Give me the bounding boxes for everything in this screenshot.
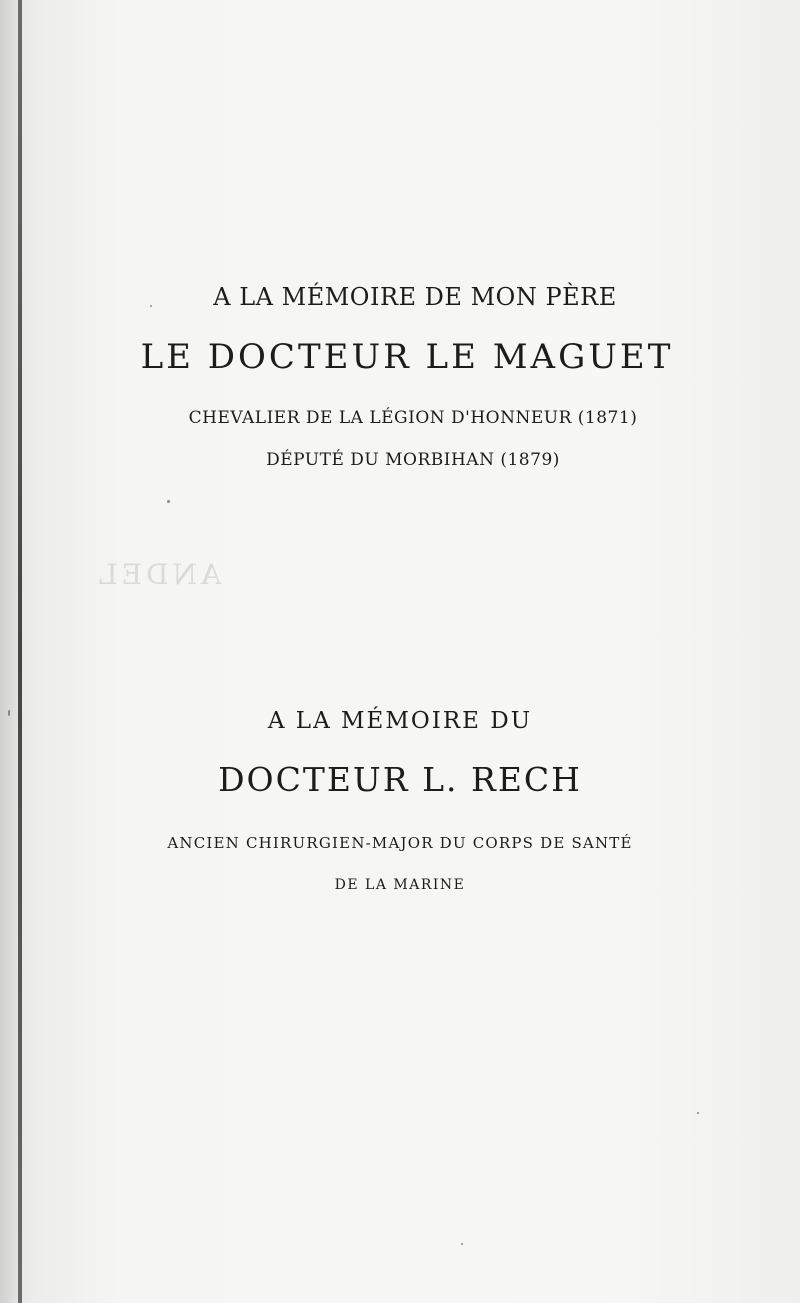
dedication-2-title-2: DE LA MARINE bbox=[334, 877, 466, 893]
dedication-2-title-1: ANCIEN CHIRURGIEN-MAJOR DU CORPS DE SANTÉ bbox=[167, 834, 633, 852]
paper-speck bbox=[167, 500, 170, 503]
paper-speck bbox=[8, 710, 10, 716]
paper-speck bbox=[697, 1112, 699, 1114]
paper-speck bbox=[150, 305, 152, 307]
binding-edge bbox=[18, 0, 22, 1303]
binding-shadow bbox=[0, 0, 18, 1303]
dedication-2-name: DOCTEUR L. RECH bbox=[218, 760, 582, 799]
dedication-1-title-1: CHEVALIER DE LA LÉGION D'HONNEUR (1871) bbox=[188, 408, 638, 428]
dedication-1-title-2: DÉPUTÉ DU MORBIHAN (1879) bbox=[266, 450, 560, 470]
dedication-2-heading: A LA MÉMOIRE DU bbox=[267, 708, 533, 734]
dedication-1-name: LE DOCTEUR LE MAGUET bbox=[140, 337, 674, 377]
dedication-1-heading: A LA MÉMOIRE DE MON PÈRE bbox=[213, 283, 617, 311]
paper-speck bbox=[461, 1243, 463, 1245]
bleed-through-text: ANDEL bbox=[95, 558, 222, 591]
